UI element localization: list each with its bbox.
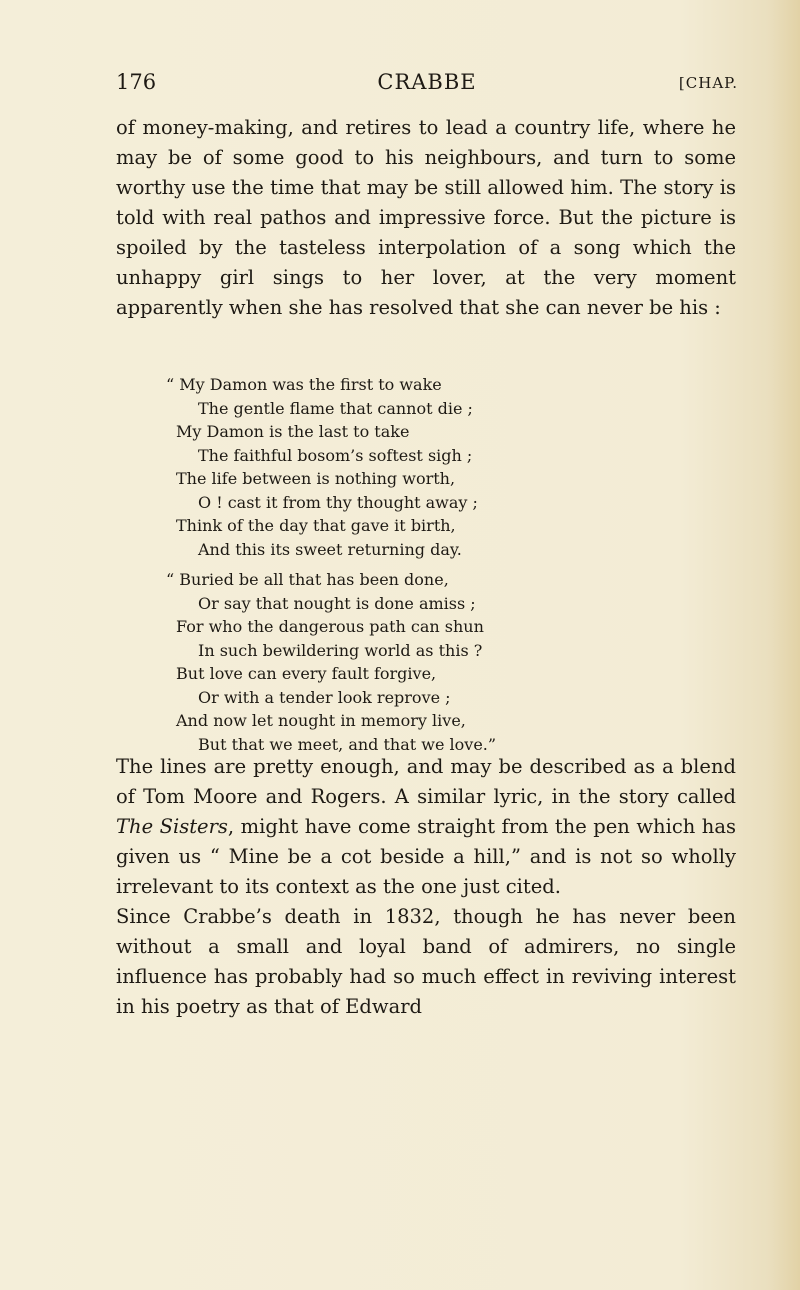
paragraph	[116, 752, 736, 902]
poem-line: For who the dangerous path can shun	[176, 617, 484, 636]
poem-stanza-2	[166, 568, 696, 756]
poem-line: “ Buried be all that has been done,	[166, 570, 449, 589]
poem-line: The faithful bosom’s softest sigh ;	[198, 445, 473, 465]
poem-line: The gentle flame that cannot die ;	[198, 398, 473, 418]
poem-line: But love can every fault forgive,	[176, 664, 437, 683]
poem-line: And this its sweet returning day.	[198, 539, 462, 559]
chapter-mark: [CHAP.	[678, 74, 738, 92]
poem-line: The life between is nothing worth,	[176, 469, 456, 488]
paragraph-text: The lines are pretty enough, and may be described as a blend of Tom Moore and Rogers. A similar lyric, in the story called	[116, 755, 736, 808]
poem-stanza-1	[166, 373, 696, 561]
poem-line: In such bewildering world as this ?	[198, 640, 483, 660]
poem-line: And now let nought in memory live,	[176, 711, 466, 730]
paragraph-text: , might have come straight from the pen which has given us “ Mine be a cot beside a hill,” and is not so wholly irrelevant to its context as the one just cited.	[116, 815, 736, 898]
poem-quotation	[166, 373, 696, 763]
poem-line: Think of the day that gave it birth,	[176, 516, 456, 535]
closing-paragraphs	[116, 752, 736, 1022]
paragraph: of money-making, and retires to lead a country life, where he may be of some good to his neighbours, and turn to some worthy use the time that may be still allowed him. The story is told with real pathos and impressive force. But the picture is spoiled by the tasteless interpolation of a song which the unhappy girl sings to her lover, at the very moment apparently when she has resolved that she can never be his :	[116, 116, 736, 319]
poem-line: O ! cast it from thy thought away ;	[198, 492, 478, 512]
paragraph: Since Crabbe’s death in 1832, though he has never been without a small and loyal band of admirers, no single influence has probably had so much effect in reviving interest in his poetry as that of Edward	[116, 905, 736, 1018]
poem-line: Or with a tender look reprove ;	[198, 687, 451, 707]
book-title: The Sisters	[116, 815, 228, 838]
poem-line: But that we meet, and that we love.”	[198, 734, 497, 754]
poem-line: Or say that nought is done amiss ;	[198, 593, 476, 613]
running-head: CRABBE	[377, 70, 477, 94]
poem-line: “ My Damon was the first to wake	[166, 375, 442, 394]
opening-paragraph	[116, 113, 736, 323]
page-number: 176	[116, 70, 157, 94]
poem-line: My Damon is the last to take	[176, 422, 410, 441]
page-header	[116, 70, 738, 104]
